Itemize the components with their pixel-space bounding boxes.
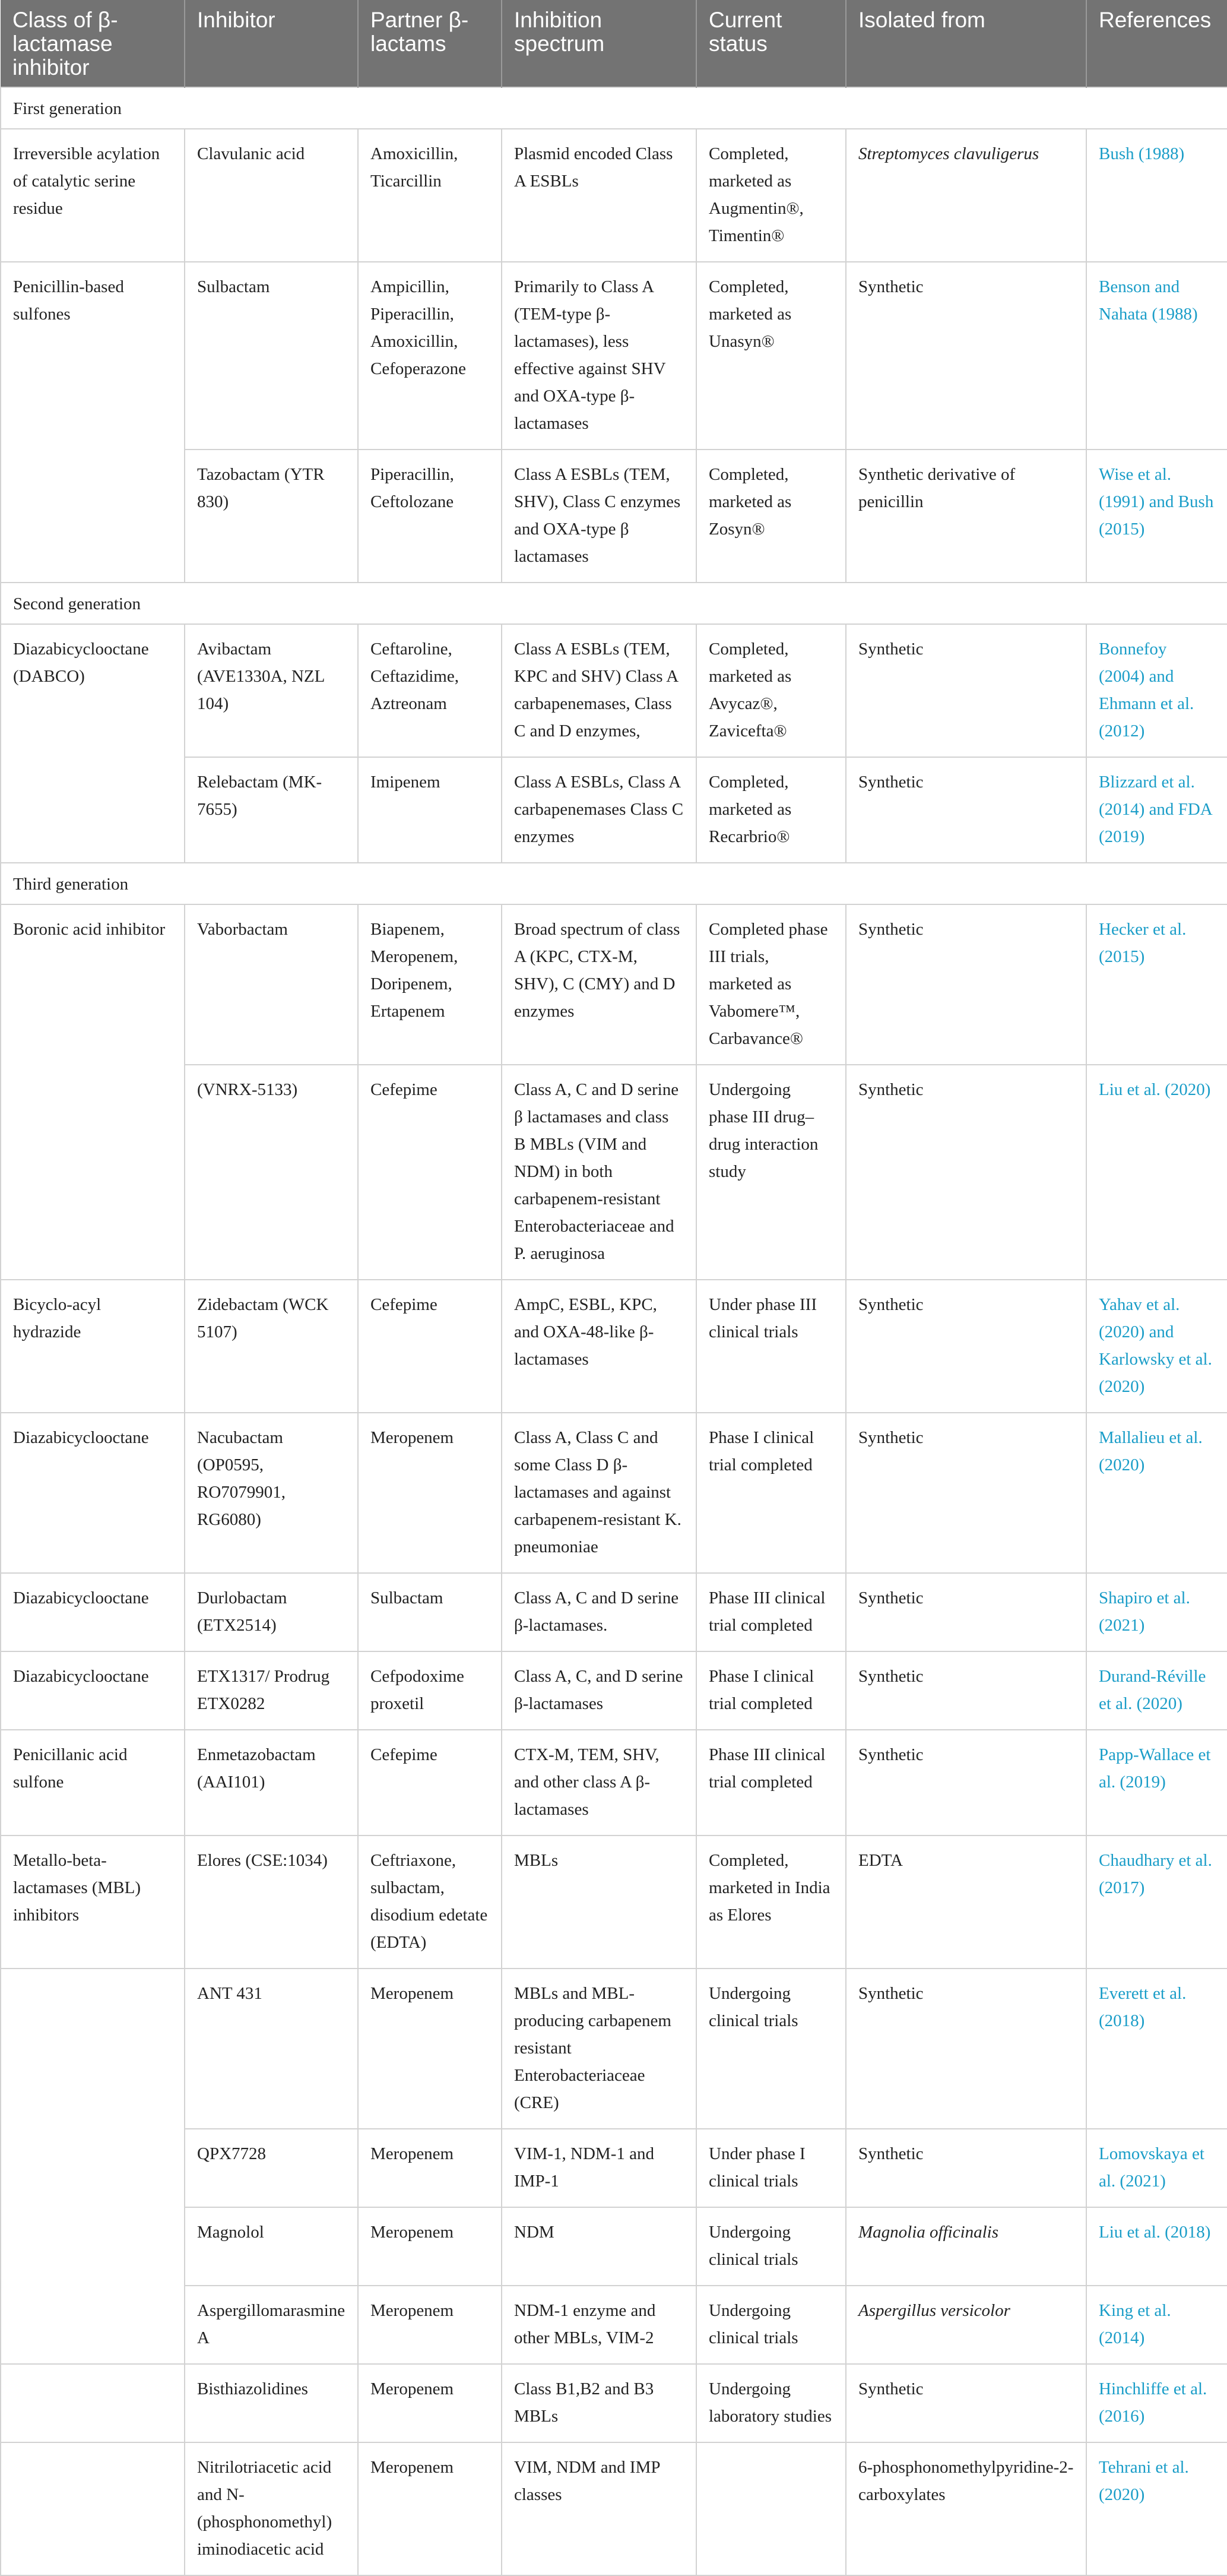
table-row [1, 2286, 1227, 2364]
header-class: Class of β-lactamase inhibitor [1, 0, 185, 87]
class-cell [1, 2442, 185, 2575]
spectrum-cell: MBLs and MBL-producing carbapenem resistant Enterobacteriaceae (CRE) [502, 1969, 696, 2129]
table-body [1, 87, 1227, 2575]
reference-cell[interactable]: Chaudhary et al. (2017) [1086, 1836, 1227, 1969]
spectrum-cell: AmpC, ESBL, KPC, and OXA-48-like β-lactamases [502, 1280, 696, 1413]
partner-cell: Ceftriaxone, sulbactam, disodium edetate (EDTA) [358, 1836, 502, 1969]
table-row [1, 1573, 1227, 1651]
class-cell: Boronic acid inhibitor [1, 904, 185, 1280]
inhibitor-cell: Elores (CSE:1034) [185, 1836, 358, 1969]
inhibitor-cell: QPX7728 [185, 2129, 358, 2207]
inhibitor-cell: ETX1317/ Prodrug ETX0282 [185, 1651, 358, 1730]
status-cell: Undergoing clinical trials [696, 2207, 846, 2286]
table-row [1, 624, 1227, 757]
partner-cell: Cefpodoxime proxetil [358, 1651, 502, 1730]
reference-cell[interactable]: Durand-Réville et al. (2020) [1086, 1651, 1227, 1730]
header-partner: Partner β-lactams [358, 0, 502, 87]
partner-cell: Meropenem [358, 1969, 502, 2129]
status-cell: Under phase III clinical trials [696, 1280, 846, 1413]
reference-cell[interactable]: Everett et al. (2018) [1086, 1969, 1227, 2129]
inhibitor-cell: ANT 431 [185, 1969, 358, 2129]
table-row [1, 1413, 1227, 1573]
status-cell: Under phase I clinical trials [696, 2129, 846, 2207]
table-row [1, 904, 1227, 1065]
spectrum-cell: VIM-1, NDM-1 and IMP-1 [502, 2129, 696, 2207]
reference-cell[interactable]: Shapiro et al. (2021) [1086, 1573, 1227, 1651]
status-cell: Phase III clinical trial completed [696, 1573, 846, 1651]
isolated-cell: Synthetic [846, 1573, 1086, 1651]
inhibitor-cell: Relebactam (MK-7655) [185, 757, 358, 863]
isolated-cell: Magnolia officinalis [846, 2207, 1086, 2286]
spectrum-cell: NDM-1 enzyme and other MBLs, VIM-2 [502, 2286, 696, 2364]
table-row [1, 1836, 1227, 1969]
section-title: Third generation [1, 863, 1227, 904]
partner-cell: Cefepime [358, 1280, 502, 1413]
spectrum-cell: Primarily to Class A (TEM-type β-lactamases), less effective against SHV and OXA-type β-lactamases [502, 262, 696, 450]
reference-cell[interactable]: Tehrani et al. (2020) [1086, 2442, 1227, 2575]
inhibitor-cell: (VNRX-5133) [185, 1065, 358, 1280]
status-cell: Completed, marketed as Recarbrio® [696, 757, 846, 863]
status-cell: Completed, marketed as Augmentin®, Timentin® [696, 129, 846, 262]
table-row [1, 2129, 1227, 2207]
isolated-cell: Aspergillus versicolor [846, 2286, 1086, 2364]
isolated-cell: Synthetic [846, 1969, 1086, 2129]
spectrum-cell: CTX-M, TEM, SHV, and other class A β-lactamases [502, 1730, 696, 1836]
reference-cell[interactable]: Papp-Wallace et al. (2019) [1086, 1730, 1227, 1836]
inhibitor-cell: Tazobactam (YTR 830) [185, 450, 358, 583]
partner-cell: Ampicillin, Piperacillin, Amoxicillin, Cefoperazone [358, 262, 502, 450]
reference-cell[interactable]: Liu et al. (2020) [1086, 1065, 1227, 1280]
isolated-cell: EDTA [846, 1836, 1086, 1969]
spectrum-cell: Class B1,B2 and B3 MBLs [502, 2364, 696, 2442]
reference-cell[interactable]: Yahav et al. (2020) and Karlowsky et al. (2020) [1086, 1280, 1227, 1413]
partner-cell: Meropenem [358, 2364, 502, 2442]
isolated-cell: Streptomyces clavuligerus [846, 129, 1086, 262]
class-cell: Metallo-beta-lactamases (MBL) inhibitors [1, 1836, 185, 1969]
status-cell: Completed, marketed as Unasyn® [696, 262, 846, 450]
partner-cell: Meropenem [358, 2286, 502, 2364]
table-row [1, 1730, 1227, 1836]
table-row [1, 1280, 1227, 1413]
header-row [1, 0, 1227, 87]
reference-cell[interactable]: Blizzard et al. (2014) and FDA (2019) [1086, 757, 1227, 863]
table-row [1, 450, 1227, 583]
status-cell: Undergoing laboratory studies [696, 2364, 846, 2442]
status-cell [696, 2442, 846, 2575]
table-row [1, 1065, 1227, 1280]
class-cell [1, 2364, 185, 2442]
class-cell: Diazabicyclooctane [1, 1413, 185, 1573]
section-title: First generation [1, 87, 1227, 129]
reference-cell[interactable]: Benson and Nahata (1988) [1086, 262, 1227, 450]
reference-cell[interactable]: King et al. (2014) [1086, 2286, 1227, 2364]
table-row [1, 2364, 1227, 2442]
inhibitor-cell: Magnolol [185, 2207, 358, 2286]
inhibitor-cell: Aspergillomarasmine A [185, 2286, 358, 2364]
spectrum-cell: NDM [502, 2207, 696, 2286]
status-cell: Undergoing clinical trials [696, 2286, 846, 2364]
status-cell: Undergoing phase III drug–drug interaction study [696, 1065, 846, 1280]
inhibitor-cell: Vaborbactam [185, 904, 358, 1065]
table-row [1, 2442, 1227, 2575]
partner-cell: Meropenem [358, 2129, 502, 2207]
spectrum-cell: Class A, Class C and some Class D β-lactamases and against carbapenem-resistant K. pneumoniae [502, 1413, 696, 1573]
table-row [1, 757, 1227, 863]
inhibitor-cell: Nacubactam (OP0595, RO7079901, RG6080) [185, 1413, 358, 1573]
spectrum-cell: Class A ESBLs (TEM, SHV), Class C enzymes and OXA-type β lactamases [502, 450, 696, 583]
inhibitor-cell: Clavulanic acid [185, 129, 358, 262]
spectrum-cell: MBLs [502, 1836, 696, 1969]
partner-cell: Cefepime [358, 1730, 502, 1836]
reference-cell[interactable]: Lomovskaya et al. (2021) [1086, 2129, 1227, 2207]
class-cell: Penicillanic acid sulfone [1, 1730, 185, 1836]
class-cell [1, 1969, 185, 2364]
isolated-cell: 6-phosphonomethylpyridine-2-carboxylates [846, 2442, 1086, 2575]
table-row [1, 1651, 1227, 1730]
class-cell: Diazabicyclooctane (DABCO) [1, 624, 185, 863]
table-row [1, 129, 1227, 262]
isolated-cell: Synthetic [846, 1280, 1086, 1413]
inhibitor-cell: Nitrilotriacetic acid and N-(phosphonomethyl) iminodiacetic acid [185, 2442, 358, 2575]
spectrum-cell: VIM, NDM and IMP classes [502, 2442, 696, 2575]
partner-cell: Piperacillin, Ceftolozane [358, 450, 502, 583]
isolated-cell: Synthetic [846, 1413, 1086, 1573]
isolated-cell: Synthetic [846, 262, 1086, 450]
partner-cell: Sulbactam [358, 1573, 502, 1651]
inhibitor-cell: Sulbactam [185, 262, 358, 450]
reference-cell[interactable]: Hecker et al. (2015) [1086, 904, 1227, 1065]
section-row [1, 583, 1227, 624]
partner-cell: Ceftaroline, Ceftazidime, Aztreonam [358, 624, 502, 757]
spectrum-cell: Class A, C, and D serine β-lactamases [502, 1651, 696, 1730]
header-references: References [1086, 0, 1227, 87]
isolated-cell: Synthetic [846, 904, 1086, 1065]
partner-cell: Meropenem [358, 2442, 502, 2575]
spectrum-cell: Class A ESBLs (TEM, KPC and SHV) Class A carbapenemases, Class C and D enzymes, [502, 624, 696, 757]
section-row [1, 87, 1227, 129]
partner-cell: Meropenem [358, 1413, 502, 1573]
header-inhibitor: Inhibitor [185, 0, 358, 87]
status-cell: Completed, marketed in India as Elores [696, 1836, 846, 1969]
header-spectrum: Inhibition spectrum [502, 0, 696, 87]
isolated-cell: Synthetic [846, 757, 1086, 863]
inhibitor-cell: Zidebactam (WCK 5107) [185, 1280, 358, 1413]
partner-cell: Cefepime [358, 1065, 502, 1280]
spectrum-cell: Class A, C and D serine β-lactamases. [502, 1573, 696, 1651]
partner-cell: Amoxicillin, Ticarcillin [358, 129, 502, 262]
reference-cell[interactable]: Mallalieu et al. (2020) [1086, 1413, 1227, 1573]
header-status: Current status [696, 0, 846, 87]
class-cell: Irreversible acylation of catalytic serine residue [1, 129, 185, 262]
section-row [1, 863, 1227, 904]
status-cell: Completed phase III trials, marketed as Vabomere™, Carbavance® [696, 904, 846, 1065]
table-row [1, 262, 1227, 450]
status-cell: Completed, marketed as Avycaz®, Zavicefta® [696, 624, 846, 757]
header-isolated: Isolated from [846, 0, 1086, 87]
isolated-cell: Synthetic derivative of penicillin [846, 450, 1086, 583]
section-title: Second generation [1, 583, 1227, 624]
class-cell: Diazabicyclooctane [1, 1573, 185, 1651]
status-cell: Phase III clinical trial completed [696, 1730, 846, 1836]
partner-cell: Imipenem [358, 757, 502, 863]
inhibitor-cell: Enmetazobactam (AAI101) [185, 1730, 358, 1836]
reference-cell[interactable]: Hinchliffe et al. (2016) [1086, 2364, 1227, 2442]
reference-cell[interactable]: Liu et al. (2018) [1086, 2207, 1227, 2286]
spectrum-cell: Broad spectrum of class A (KPC, CTX-M, SHV), C (CMY) and D enzymes [502, 904, 696, 1065]
table-row [1, 2207, 1227, 2286]
isolated-cell: Synthetic [846, 1651, 1086, 1730]
isolated-cell: Synthetic [846, 624, 1086, 757]
isolated-cell: Synthetic [846, 2129, 1086, 2207]
class-cell: Bicyclo-acyl hydrazide [1, 1280, 185, 1413]
spectrum-cell: Class A, C and D serine β lactamases and class B MBLs (VIM and NDM) in both carbapenem-resistant Enterobacteriaceae and P. aeruginosa [502, 1065, 696, 1280]
isolated-cell: Synthetic [846, 2364, 1086, 2442]
spectrum-cell: Plasmid encoded Class A ESBLs [502, 129, 696, 262]
status-cell: Phase I clinical trial completed [696, 1651, 846, 1730]
inhibitor-cell: Durlobactam (ETX2514) [185, 1573, 358, 1651]
reference-cell[interactable]: Bush (1988) [1086, 129, 1227, 262]
status-cell: Undergoing clinical trials [696, 1969, 846, 2129]
reference-cell[interactable]: Wise et al. (1991) and Bush (2015) [1086, 450, 1227, 583]
inhibitor-cell: Avibactam (AVE1330A, NZL 104) [185, 624, 358, 757]
table-header [1, 0, 1227, 87]
status-cell: Completed, marketed as Zosyn® [696, 450, 846, 583]
status-cell: Phase I clinical trial completed [696, 1413, 846, 1573]
inhibitor-cell: Bisthiazolidines [185, 2364, 358, 2442]
table-row [1, 1969, 1227, 2129]
reference-cell[interactable]: Bonnefoy (2004) and Ehmann et al. (2012) [1086, 624, 1227, 757]
spectrum-cell: Class A ESBLs, Class A carbapenemases Class C enzymes [502, 757, 696, 863]
isolated-cell: Synthetic [846, 1730, 1086, 1836]
partner-cell: Meropenem [358, 2207, 502, 2286]
class-cell: Penicillin-based sulfones [1, 262, 185, 583]
partner-cell: Biapenem, Meropenem, Doripenem, Ertapenem [358, 904, 502, 1065]
isolated-cell: Synthetic [846, 1065, 1086, 1280]
class-cell: Diazabicyclooctane [1, 1651, 185, 1730]
